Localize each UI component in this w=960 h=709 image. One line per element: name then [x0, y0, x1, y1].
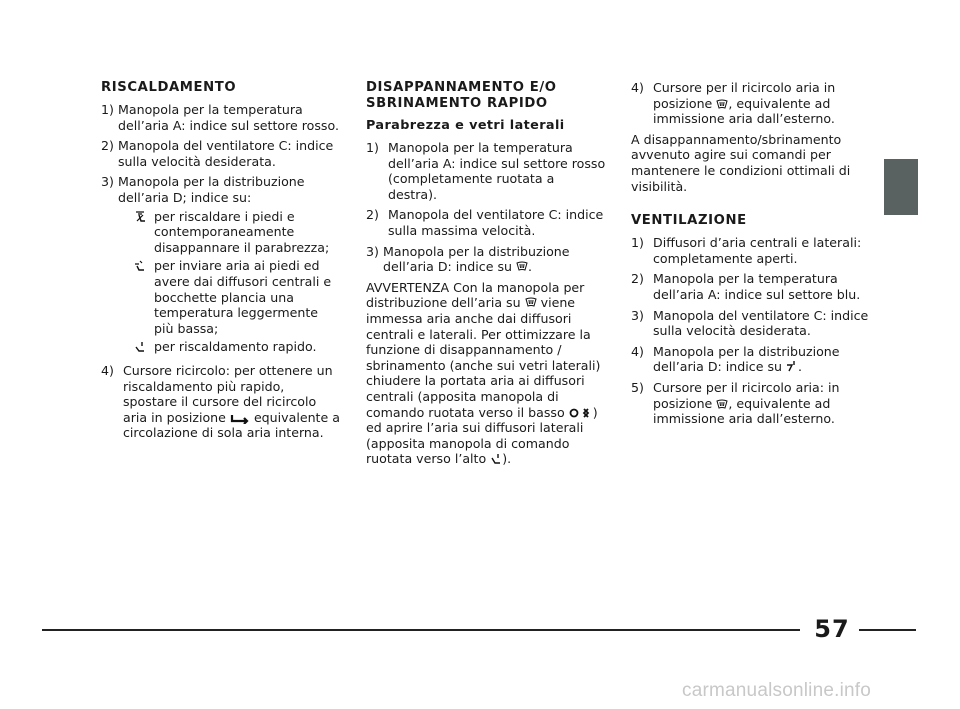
distribution-option: per riscaldamento rapido. [134, 339, 341, 355]
list-item: 2) Manopola del ventilatore C: indice sulla velocità desiderata. [101, 138, 334, 169]
fresh-air-icon [716, 98, 728, 110]
list-item: 5) Cursore per il ricircolo aria: in posizione , equivalente ad immissione aria dall’esterno. [631, 379, 840, 427]
list-item: 1) Manopola per la temperatura dell’aria A: indice sul settore rosso. [101, 102, 339, 133]
watermark: carmanualsonline.info [682, 680, 872, 701]
section-tab [884, 159, 918, 215]
recirculation-icon [230, 412, 250, 424]
list-item: 1) Diffusori d’aria centrali e laterali: completamente aperti. [631, 235, 862, 266]
list-item: 2) Manopola per la temperatura dell’aria A: indice sul settore blu. [631, 271, 861, 302]
feet-windshield-icon [134, 211, 146, 223]
heading-ventilazione: VENTILAZIONE [631, 213, 747, 229]
warning-paragraph: AVVERTENZA Con la manopola per distribuzione dell’aria su viene immessa aria anche dai diffusori centrali e laterali. Per ottimizzare la funzione di disappannamento / sbrinamento (anche sui vetri laterali) chiudere la portata aria ai diffusori centrali (apposita manopola di comando ruotata verso il basso ) ed aprire l’aria sui diffusori laterali (apposita manopola di comando ruotata verso l’alto ). [366, 279, 601, 467]
list-item: 3) Manopola per la distribuzione dell’aria D; indice su: per riscaldare i piedi e contemporaneamente disappannare il parabrezza; per inviare aria ai piedi ed avere dai diffusori centrali e bocchette plancia una temperatura leggermente più bassa; per riscaldamento rapido. [101, 174, 341, 358]
face-vent-icon [786, 361, 798, 373]
windshield-icon [516, 261, 528, 273]
list-item: 4) Manopola per la distribuzione dell’aria D: indice su . [631, 343, 840, 375]
list-item: 1) Manopola per la temperatura dell’aria A: indice sul settore rosso (completamente ruotata a destra). [366, 140, 606, 202]
column-riscaldamento [101, 80, 341, 446]
heading-disappannamento: DISAPPANNAMENTO E/O SBRINAMENTO RAPIDO [366, 80, 557, 111]
vent-up-icon [490, 453, 502, 465]
list-item: 2) Manopola del ventilatore C: indice sulla massima velocità. [366, 207, 604, 238]
column-ventilazione [631, 80, 871, 432]
feet-icon [134, 341, 146, 353]
distribution-option: per riscaldare i piedi e contemporaneamente disappannare il parabrezza; [134, 209, 341, 256]
feet-face-icon [134, 260, 146, 272]
distribution-option: per inviare aria ai piedi ed avere dai diffusori centrali e bocchette plancia una temperatura leggermente più bassa; [134, 258, 341, 336]
heading-riscaldamento: RISCALDAMENTO [101, 80, 237, 95]
windshield-icon [525, 297, 537, 309]
page-number: 57 [814, 615, 850, 643]
body-paragraph: A disappannamento/sbrinamento avvenuto agire sui comandi per mantenere le condizioni ottimali di visibilità. [631, 131, 851, 194]
fresh-air-icon [716, 398, 728, 410]
list-item: 3) Manopola per la distribuzione dell’aria D: indice su . [366, 243, 570, 275]
subheading-parabrezza: Parabrezza e vetri laterali [366, 118, 565, 133]
vent-closed-icon [569, 407, 593, 419]
list-item: 3) Manopola del ventilatore C: indice sulla velocità desiderata. [631, 307, 869, 339]
list-item: 4) Cursore per il ricircolo aria in posizione , equivalente ad immissione aria dall’esterno. [631, 80, 836, 127]
list-item: 4) Cursore ricircolo: per ottenere un riscaldamento più rapido, spostare il cursore del ricircolo aria in posizione equivalente a circolazione di sola aria interna. [101, 362, 340, 441]
footer-rule-left [42, 629, 800, 631]
column-disappannamento [366, 80, 606, 472]
footer-rule-right [859, 629, 916, 631]
